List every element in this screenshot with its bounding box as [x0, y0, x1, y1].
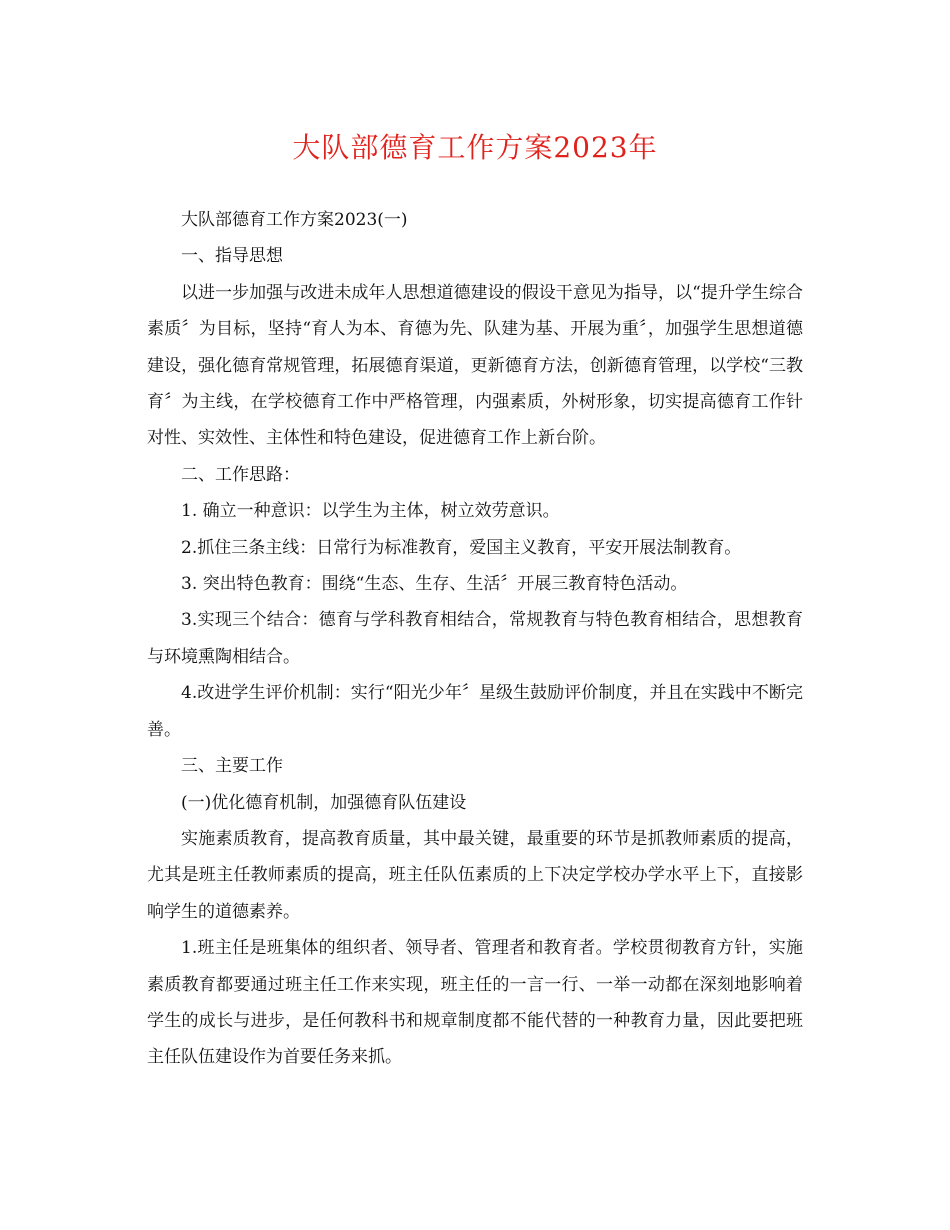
list-item: 3.实现三个结合：德育与学科教育相结合，常规教育与特色教育相结合，思想教育与环境熏陶相结合。	[147, 610, 803, 667]
section-heading-main-work: 三、主要工作	[181, 756, 283, 777]
paragraph: 1.班主任是班集体的组织者、领导者、管理者和教育者。学校贯彻教育方针，实施素质教育都要通过班主任工作来实现，班主任的一言一行、一举一动都在深刻地影响着学生的成长与进步，是任何教科书和规章制度都不能代替的一种教育力量，因此要把班主任队伍建设作为首要任务来抓。	[147, 938, 803, 1068]
paragraph: 实施素质教育，提高教育质量，其中最关键，最重要的环节是抓教师素质的提高，尤其是班主任教师素质的提高，班主任队伍素质的上下决定学校办学水平上下，直接影响学生的道德素养。	[147, 828, 803, 922]
section-heading-guiding-ideology: 一、指导思想	[181, 246, 283, 267]
paragraph: 以进一步加强与改进未成年人思想道德建设的假设干意见为指导，以“提升学生综合素质〞为目标，坚持“育人为本、育德为先、队建为基、开展为重〞，加强学生思想道德建设，强化德育常规管理，拓展德育渠道，更新德育方法，创新德育管理，以学校“三教育〞为主线，在学校德育工作中严格管理，内强素质，外树形象，切实提高德育工作针对性、实效性、主体性和特色建设，促进德育工作上新台阶。	[147, 282, 803, 449]
paragraph-subtitle: 大队部德育工作方案2023(一)	[181, 210, 408, 230]
list-item: 4.改进学生评价机制：实行“阳光少年〞星级生鼓励评价制度，并且在实践中不断完善。	[147, 683, 803, 740]
list-item: 3. 突出特色教育：围绕“生态、生存、生活〞开展三教育特色活动。	[181, 574, 688, 595]
list-item: 2.抓住三条主线：日常行为标准教育，爱国主义教育，平安开展法制教育。	[181, 537, 742, 558]
section-heading-work-ideas: 二、工作思路：	[181, 464, 300, 485]
list-item: 1. 确立一种意识：以学生为主体，树立效劳意识。	[181, 501, 560, 522]
subsection-heading: (一)优化德育机制，加强德育队伍建设	[181, 792, 467, 813]
document-body	[147, 202, 803, 1076]
document-title: 大队部德育工作方案2023年	[292, 131, 658, 164]
